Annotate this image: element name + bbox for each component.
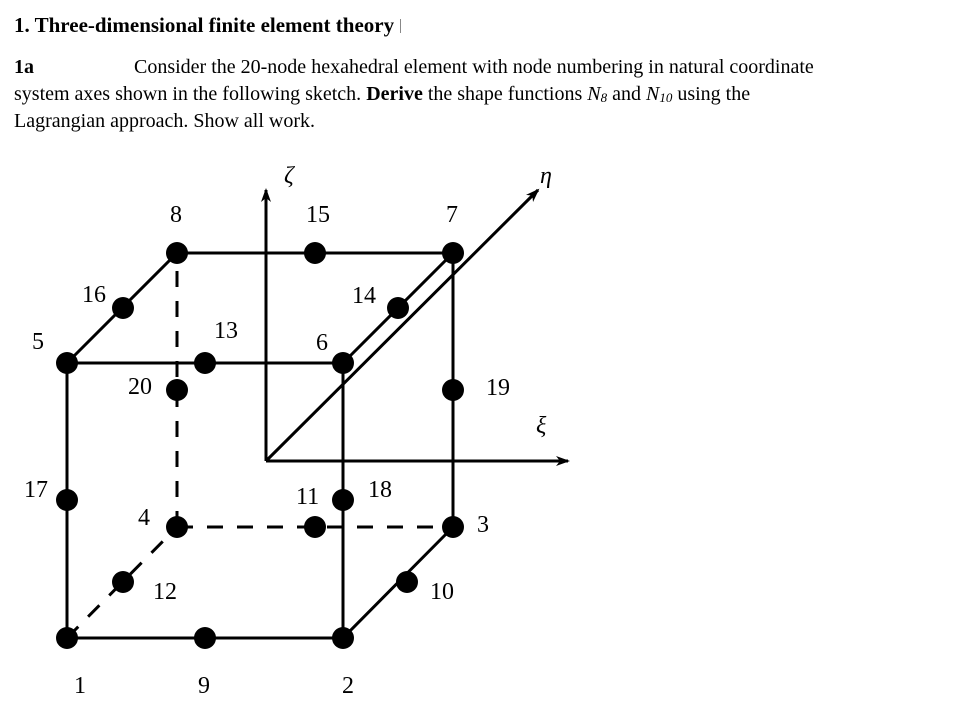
n10-subscript: 10 [659, 90, 673, 105]
node-label-14: 14 [352, 283, 376, 309]
n8-symbol: N [587, 83, 601, 105]
problem-statement [14, 54, 954, 135]
natural-coordinate-axes [266, 190, 568, 461]
node-11 [304, 516, 326, 538]
problem-line-3: Lagrangian approach. Show all work. [14, 110, 316, 132]
text-cursor [400, 19, 401, 33]
problem-line-2 [14, 81, 954, 108]
problem-line-2-mid: the shape functions [422, 83, 588, 105]
eta-label: η [540, 163, 552, 189]
node-label-11: 11 [296, 484, 320, 510]
node-label-4: 4 [138, 505, 150, 531]
node-label-20: 20 [128, 374, 152, 400]
node-12 [112, 571, 134, 593]
node-13 [194, 352, 216, 374]
node-label-2: 2 [342, 673, 354, 699]
node-label-9: 9 [198, 673, 210, 699]
node-10 [396, 571, 418, 593]
node-label-12: 12 [153, 579, 177, 605]
node-7 [442, 242, 464, 264]
node-8 [166, 242, 188, 264]
node-4 [166, 516, 188, 538]
node-label-1: 1 [74, 673, 86, 699]
problem-line-2-and: and [607, 83, 646, 105]
node-label-17: 17 [24, 477, 48, 503]
node-label-18: 18 [368, 477, 392, 503]
element-nodes [56, 242, 464, 649]
node-label-7: 7 [446, 202, 458, 228]
node-15 [304, 242, 326, 264]
shape-function-n8 [587, 83, 607, 105]
derive-emphasis: Derive [366, 83, 423, 105]
problem-line-1-text: Consider the 20-node hexahedral element with node numbering in natural coordinate [134, 56, 814, 78]
eta-axis [266, 190, 538, 461]
zeta-label: ζ [284, 163, 294, 189]
section-heading [14, 12, 401, 38]
node-6 [332, 352, 354, 374]
problem-label: 1a [14, 56, 34, 78]
node-label-8: 8 [170, 202, 182, 228]
n10-symbol: N [645, 83, 660, 105]
node-label-10: 10 [430, 579, 454, 605]
section-title: 1. Three-dimensional finite element theory [14, 13, 395, 37]
node-2 [332, 627, 354, 649]
node-16 [112, 297, 134, 319]
node-3 [442, 516, 464, 538]
xi-label: ξ [536, 413, 547, 439]
node-label-19: 19 [486, 375, 510, 401]
element-diagram [0, 150, 962, 720]
node-9 [194, 627, 216, 649]
node-20 [166, 379, 188, 401]
node-17 [56, 489, 78, 511]
node-18 [332, 489, 354, 511]
node-19 [442, 379, 464, 401]
problem-line-2-pre: system axes shown in the following sketch. [14, 83, 367, 105]
node-label-3: 3 [477, 512, 489, 538]
shape-function-n10 [646, 83, 672, 105]
node-label-15: 15 [306, 202, 330, 228]
node-label-13: 13 [214, 318, 238, 344]
node-14 [387, 297, 409, 319]
node-5 [56, 352, 78, 374]
problem-line-2-post: using the [672, 83, 751, 105]
node-label-5: 5 [32, 329, 44, 355]
n8-subscript: 8 [600, 90, 608, 105]
problem-line-1 [14, 54, 954, 81]
node-1 [56, 627, 78, 649]
node-label-6: 6 [316, 330, 328, 356]
hexahedral-element-sketch [0, 150, 962, 720]
node-label-16: 16 [82, 282, 106, 308]
